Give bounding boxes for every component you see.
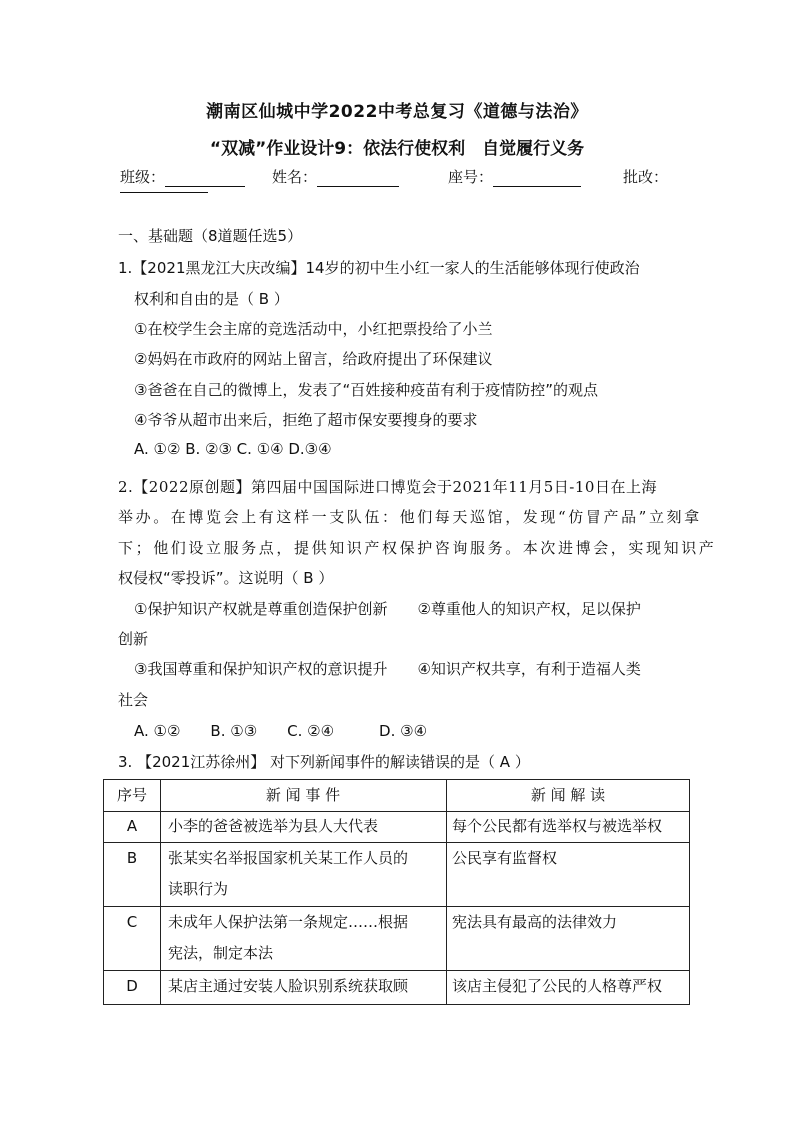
q1-stem-line-2: 权利和自由的是（ B ） [134,290,289,308]
q2-options-3-4: ③我国尊重和保护知识产权的意识提升 ④知识产权共享，有利于造福人类 [134,660,641,678]
table-row-a-event: 小李的爸爸被选举为县人大代表 [168,817,379,835]
seat-blank [493,170,581,187]
grade-label: 批改： [623,168,669,186]
class-blank [165,170,245,187]
table-row-d-id: D [126,977,138,995]
q1-choices: A. ①② B. ②③ C. ①④ D.③④ [134,440,332,458]
q1-option-1: ①在校学生会主席的竞选活动中，小红把票投给了小兰 [134,320,493,338]
table-row-b-event-line-2: 读职行为 [168,880,229,898]
q2-stem-line-4: 权侵权“零投诉”。这说明（ B ） [118,569,334,587]
q1-option-2: ②妈妈在市政府的网站上留言，给政府提出了环保建议 [134,350,493,368]
class-label: 班级： [120,168,166,186]
table-row-c-id: C [126,913,138,931]
q1-option-4: ④爷爷从超市出来后，拒绝了超市保安要搜身的要求 [134,411,478,429]
q2-stem-line-2: 举办。在博览会上有这样一支队伍：他们每天巡馆，发现“仿冒产品”立刻拿 [118,508,702,526]
table-row-a-id: A [126,817,138,835]
table-row-b-id: B [126,849,138,867]
table-row-c-event-line-1: 未成年人保护法第一条规定……根据 [168,913,409,931]
name-blank [317,170,399,187]
table-row-c-event-line-2: 宪法，制定本法 [168,944,274,962]
seat-field [448,166,581,187]
class-field [120,166,245,187]
table-row-b-event-line-1: 张某实名举报国家机关某工作人员的 [168,849,409,867]
table-row-d-event: 某店主通过安装人脸识别系统获取顾 [168,977,409,995]
document-title: 潮南区仙城中学2022中考总复习《道德与法治》 [206,102,588,122]
table-header-id: 序号 [116,786,147,804]
q2-stem-line-1: 2.【2022原创题】第四届中国国际进口博览会于2021年11月5日-10日在上海 [118,478,657,496]
section-heading: 一、基础题（8道题任选5） [118,227,303,245]
q2-options-3-4-cont: 社会 [118,691,149,709]
table-header-event: 新 闻 事 件 [265,786,341,804]
q3-stem: 3. 【2021江苏徐州】 对下列新闻事件的解读错误的是（ A ） [118,753,530,771]
table-row-d-reading: 该店主侵犯了公民的人格尊严权 [452,977,663,995]
q1-stem-line-1: 1.【2021黑龙江大庆改编】14岁的初中生小红一家人的生活能够体现行使政治 [118,259,640,277]
student-info-row [120,166,680,190]
q2-options-1-2: ①保护知识产权就是尊重创造保护创新 ②尊重他人的知识产权，足以保护 [134,600,641,618]
news-table [103,779,690,1005]
grade-field [623,166,668,187]
q1-option-3: ③爸爸在自己的微博上，发表了“百姓接种疫苗有利于疫情防控”的观点 [134,381,598,399]
table-row-c-reading: 宪法具有最高的法律效力 [452,913,618,931]
table-row-a-reading: 每个公民都有选举权与被选举权 [452,817,663,835]
table-header-reading: 新 闻 解 读 [530,786,606,804]
q2-stem-line-3: 下；他们设立服务点，提供知识产权保护咨询服务。本次进博会，实现知识产 [118,539,717,557]
q2-options-1-2-cont: 创新 [118,630,149,648]
name-label: 姓名： [272,168,318,186]
name-field [272,166,399,187]
seat-label: 座号： [448,168,494,186]
document-subtitle: “双减”作业设计9：依法行使权利 自觉履行义务 [209,139,585,159]
table-row-b-reading: 公民享有监督权 [452,849,558,867]
grade-blank [120,192,208,193]
q2-choices: A. ①② B. ①③ C. ②④ D. ③④ [134,722,428,740]
